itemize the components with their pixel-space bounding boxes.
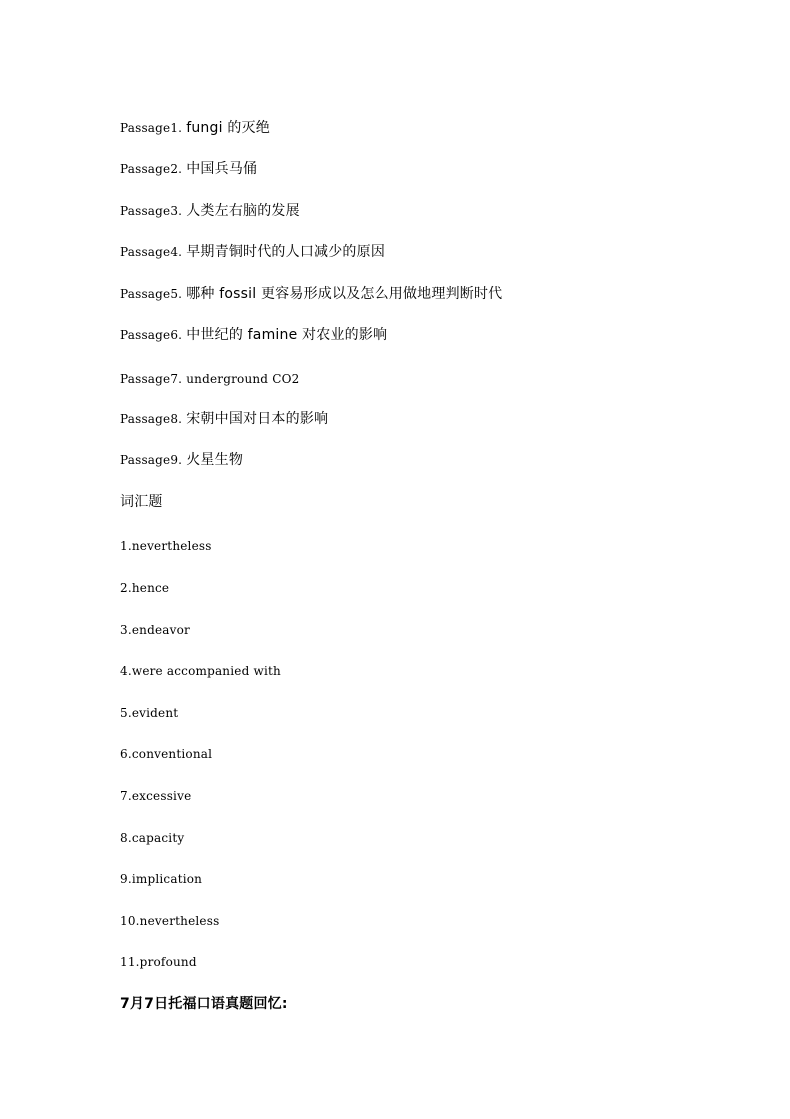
passage-1 [120,120,270,136]
passage-topic: 宋朝中国对日本的影响 [186,411,329,427]
passage-7 [120,371,299,387]
passage-topic: fungi 的灭绝 [186,120,270,136]
passage-topic: underground CO2 [186,372,300,386]
vocab-item: 4.were accompanied with [120,664,281,678]
vocab-item: 6.conventional [120,747,213,761]
passage-label: Passage8. [120,412,183,426]
speaking-heading: 7月7日托福口语真题回忆: [120,996,288,1012]
passage-label: Passage6. [120,328,183,342]
vocab-item: 7.excessive [120,789,192,803]
passage-topic: 中世纪的 famine 对农业的影响 [186,327,388,343]
passage-label: Passage3. [120,204,183,218]
vocab-item: 10.nevertheless [120,914,220,928]
passage-9 [120,452,243,468]
passage-2 [120,161,257,177]
vocab-item: 8.capacity [120,831,185,845]
passage-label: Passage7. [120,372,183,386]
passage-topic: 人类左右脑的发展 [186,203,300,219]
passage-8 [120,411,328,427]
passage-6 [120,327,387,343]
passage-topic: 火星生物 [186,452,244,468]
passage-label: Passage5. [120,287,183,301]
passage-5 [120,286,502,302]
vocab-item: 5.evident [120,706,179,720]
passage-3 [120,203,300,219]
passage-label: Passage2. [120,162,183,176]
passage-topic: 哪种 fossil 更容易形成以及怎么用做地理判断时代 [186,286,503,302]
passage-label: Passage1. [120,121,183,135]
vocab-heading: 词汇题 [120,494,163,510]
passage-label: Passage9. [120,453,183,467]
passage-label: Passage4. [120,245,183,259]
vocab-item: 3.endeavor [120,623,190,637]
passage-topic: 中国兵马俑 [186,161,258,177]
vocab-item: 9.implication [120,872,203,886]
passage-topic: 早期青铜时代的人口减少的原因 [186,244,386,260]
vocab-item: 11.profound [120,955,197,969]
vocab-item: 1.nevertheless [120,539,212,553]
vocab-item: 2.hence [120,581,170,595]
passage-4 [120,244,385,260]
